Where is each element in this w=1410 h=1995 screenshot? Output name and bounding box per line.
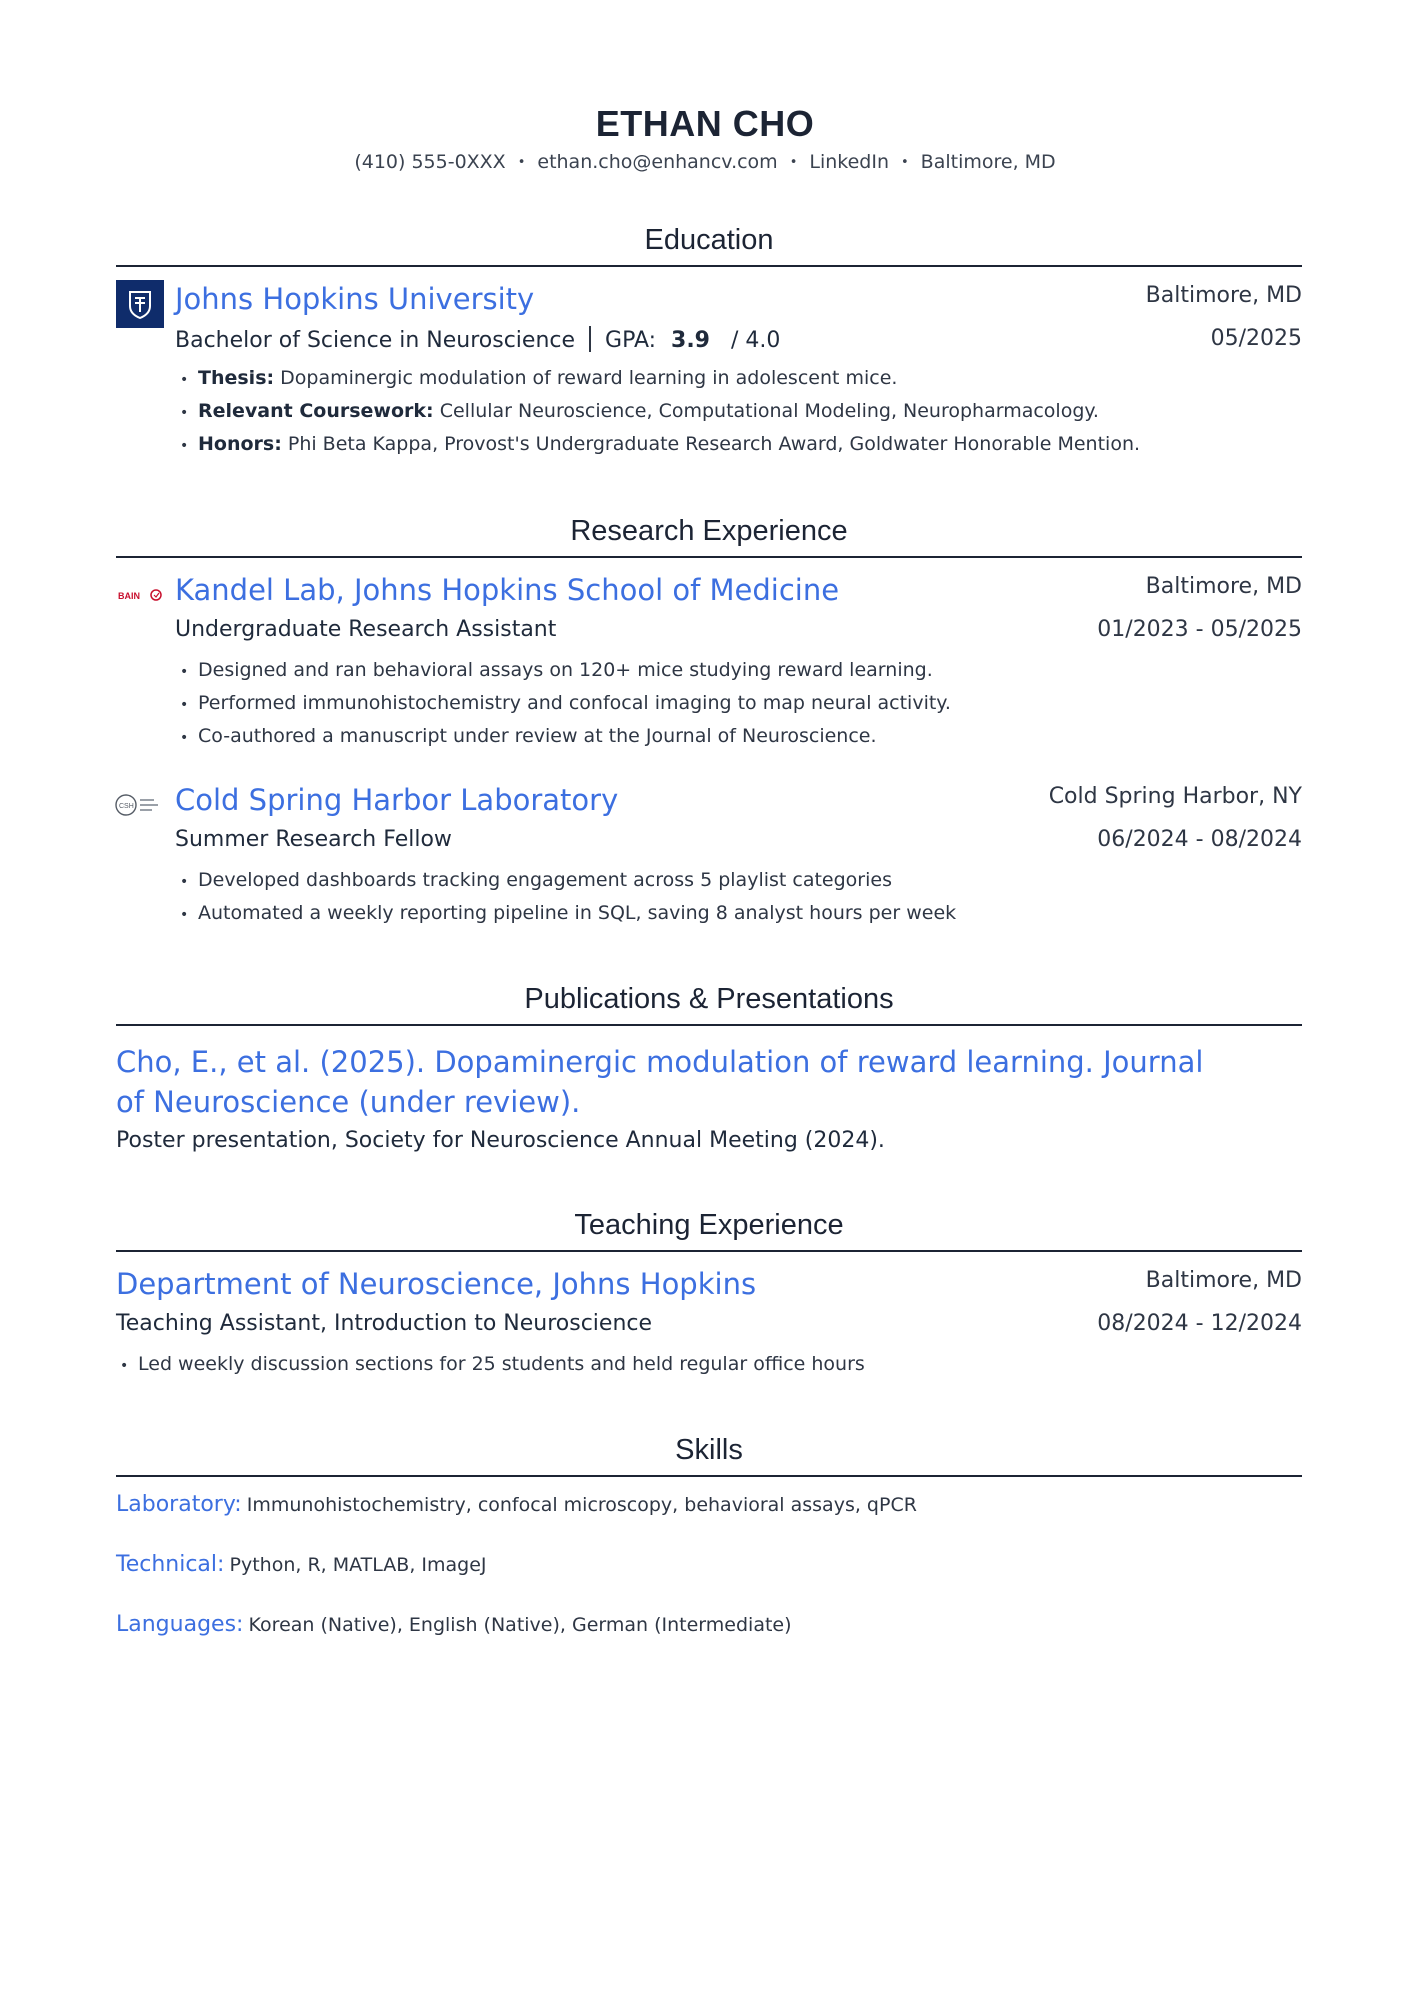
org-location: Baltimore, MD — [1145, 574, 1302, 599]
candidate-name: ETHAN CHO — [595, 103, 815, 144]
gpa-max: / 4.0 — [731, 328, 781, 353]
bullet-label: Relevant Coursework: — [198, 400, 434, 422]
gpa-label: GPA: — [605, 328, 657, 353]
section-divider — [116, 1475, 1302, 1477]
job-title: Undergraduate Research Assistant — [175, 617, 557, 642]
list-item — [120, 1348, 865, 1381]
job-title: Teaching Assistant, Introduction to Neuroscience — [116, 1311, 653, 1336]
skill-label: Technical: — [116, 1552, 225, 1577]
bullet-text: Co-authored a manuscript under review at the Journal of Neuroscience. — [198, 725, 877, 747]
teaching-heading: Teaching Experience — [574, 1209, 844, 1241]
skill-value: Korean (Native), English (Native), German (Intermediate) — [248, 1614, 792, 1636]
graduation-date: 05/2025 — [1210, 326, 1302, 351]
skill-row — [116, 1552, 487, 1577]
separator-dot: • — [901, 155, 909, 170]
degree-name: Bachelor of Science in Neuroscience — [175, 328, 576, 353]
bullet-dot-icon: • — [180, 664, 189, 680]
jhu-logo-icon — [116, 280, 164, 328]
separator-dot: • — [789, 155, 798, 170]
phone-number: (410) 555-0XXX — [354, 151, 506, 173]
bullet-dot-icon: • — [180, 730, 189, 746]
bullet-dot-icon: • — [180, 372, 189, 388]
gpa-value: 3.9 — [671, 328, 710, 353]
bullet-text: Phi Beta Kappa, Provost's Undergraduate Research Award, Goldwater Honorable Mention. — [287, 433, 1141, 455]
research-bullets — [180, 654, 951, 753]
research-heading: Research Experience — [570, 515, 848, 547]
list-item — [180, 687, 951, 720]
contact-line — [0, 151, 1410, 173]
bullet-dot-icon: • — [120, 1358, 129, 1374]
org-name[interactable]: Cold Spring Harbor Laboratory — [175, 783, 619, 817]
publication-item[interactable]: Cho, E., et al. (2025). Dopaminergic modulation of reward learning. Journal of Neuroscience (under review). — [116, 1045, 1204, 1119]
email-link[interactable]: ethan.cho@enhancv.com — [537, 151, 778, 173]
bain-logo-icon — [118, 587, 162, 606]
list-item — [180, 864, 956, 897]
skill-row — [116, 1492, 917, 1517]
job-dates: 08/2024 - 12/2024 — [1097, 1311, 1302, 1336]
skill-label: Languages: — [116, 1612, 244, 1637]
bullet-text: Performed immunohistochemistry and confocal imaging to map neural activity. — [198, 692, 951, 714]
bullet-dot-icon: • — [180, 405, 189, 421]
school-name[interactable]: Johns Hopkins University — [175, 282, 535, 316]
bullet-dot-icon: • — [180, 697, 189, 713]
cshl-logo-icon — [114, 793, 164, 821]
separator-dot: • — [517, 155, 526, 170]
bullet-text: Developed dashboards tracking engagement across 5 playlist categories — [198, 869, 892, 891]
skill-row — [116, 1612, 792, 1637]
skill-value: Python, R, MATLAB, ImageJ — [229, 1554, 487, 1576]
skill-label: Laboratory: — [116, 1492, 242, 1517]
list-item — [180, 395, 1140, 428]
job-dates: 06/2024 - 08/2024 — [1097, 827, 1302, 852]
org-location: Baltimore, MD — [1145, 1268, 1302, 1293]
list-item — [180, 654, 951, 687]
bullet-text: Led weekly discussion sections for 25 students and held regular office hours — [138, 1353, 865, 1375]
org-name[interactable]: Department of Neuroscience, Johns Hopkins — [116, 1267, 757, 1301]
bullet-text: Cellular Neuroscience, Computational Modeling, Neuropharmacology. — [439, 400, 1099, 422]
bullet-dot-icon: • — [180, 874, 189, 890]
section-divider — [116, 1024, 1302, 1026]
bullet-label: Honors: — [198, 433, 282, 455]
education-bullets — [180, 362, 1140, 461]
job-title: Summer Research Fellow — [175, 827, 452, 852]
publications-heading: Publications & Presentations — [524, 983, 894, 1015]
skills-heading: Skills — [675, 1434, 743, 1466]
list-item — [180, 362, 1140, 395]
education-heading: Education — [644, 224, 774, 256]
gpa-divider — [589, 326, 591, 352]
linkedin-link[interactable]: LinkedIn — [809, 151, 889, 173]
teaching-bullets — [120, 1348, 865, 1381]
bain-logo-text: BAIN — [118, 591, 140, 601]
skill-value: Immunohistochemistry, confocal microscopy, behavioral assays, qPCR — [246, 1494, 917, 1516]
bullet-text: Designed and ran behavioral assays on 120+ mice studying reward learning. — [198, 659, 933, 681]
job-dates: 01/2023 - 05/2025 — [1097, 617, 1302, 642]
list-item — [180, 720, 951, 753]
org-location: Cold Spring Harbor, NY — [1048, 784, 1302, 809]
bullet-text: Dopaminergic modulation of reward learning in adolescent mice. — [280, 367, 898, 389]
section-divider — [116, 1250, 1302, 1252]
section-divider — [116, 556, 1302, 558]
cshl-logo-text: CSH — [119, 803, 134, 810]
org-name[interactable]: Kandel Lab, Johns Hopkins School of Medicine — [175, 573, 840, 607]
list-item — [180, 897, 956, 930]
school-location: Baltimore, MD — [1145, 283, 1302, 308]
presentation-item: Poster presentation, Society for Neuroscience Annual Meeting (2024). — [116, 1128, 885, 1153]
bullet-dot-icon: • — [180, 438, 189, 454]
bullet-text: Automated a weekly reporting pipeline in SQL, saving 8 analyst hours per week — [198, 902, 957, 924]
research-bullets — [180, 864, 956, 930]
bullet-label: Thesis: — [198, 367, 275, 389]
list-item — [180, 428, 1140, 461]
header-location: Baltimore, MD — [920, 151, 1056, 173]
degree-line — [175, 326, 780, 353]
section-divider — [116, 265, 1302, 267]
bullet-dot-icon: • — [180, 907, 189, 923]
